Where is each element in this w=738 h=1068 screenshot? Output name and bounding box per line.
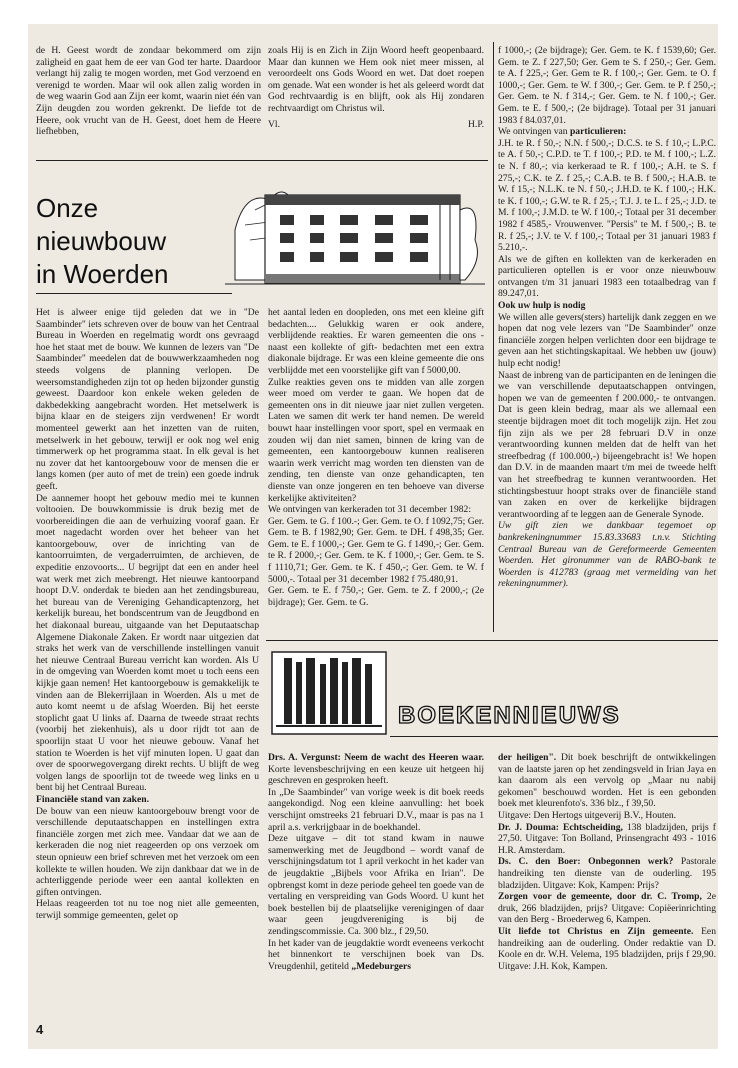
article-paragraph: De aannemer hoopt het gebouw medio mei te kunnen voltooien. De bouwkommissie is druk bezig met de voorbereidingen die aan de verhuizing vooraf gaan. Er moet nagedacht worden over het beheer van het kantoorgebouw, over de inrichting van de kantoorruimten, de vergaderruimten, de archieven, de expeditie enzovoorts... U begrijpt dat een en ander heel wat werk met zich meebrengt. Het nieuwe kantoorpand hoopt D.V. onderdak te bieden aan het zendingsbureau, het bureau van de Vereniging Gehandicaptenzorg, het kerkelijk bureau, het bondscentrum van de Jeugdbond en het diakonaal bureau, uitgaande van het Deputaatschap Algemene Diakonale Zaken. Er wordt naar uitgezien dat straks het werk van de verschillende instellingen vanuit het nieuwe Centraal Bureau verricht kan worden. Als U in de omgeving van Woerden komt moet u toch eens een kijkje gaan nemen! Het kantoorgebouw is gemakkelijk te vinden aan de Blekerrijlaan in Woerden. Als u met de auto komt neemt u de afslag Woerden. Bij het eerste stoplicht gaat U links af. Daarna de tweede straat rechts (voorbij het ziekenhuis), als u door rijdt tot aan de spoorlijn staat U voor het nieuwe gebouw. Vanaf het station te Woerden is het vijf minuten lopen. U gaat dan over de spoorwegovergang direkt rechts. U blijft de weg volgen langs de spoorlijn tot de tweede weg links en u bent bij het Centraal Bureau. [36, 492, 259, 794]
book-paragraph: In „De Saambinder" van vorige week is dit boek reeds aangekondigd. Nog een kleine aanvulling: het boek verschijnt omstreeks 21 februari D.V., maar is pas na 1 april a.s. verkrijgbaar in de boekhandel. [268, 786, 484, 833]
intro-paragraph: de H. Geest wordt de zondaar bekommerd om zijn zaligheid en gaat hem de eer van God ter harte. Daardoor verlangt hij zalig te mogen worden, met God verzoend en verenigd te worden. Maar wil ook allen zalig worden in de weg waarin God aan Zijn eer komt, waarin niet één van Zijn deugden zou worden gekrenkt. De liefde tot de Heere, ook vrucht van de H. Geest, doet hem de Heere liefhebben, [36, 45, 261, 138]
article-paragraph: Het is alweer enige tijd geleden dat we in "De Saambinder" iets schreven over de bouw van het Centraal Bureau in Woerden en regelmatig wordt ons gevraagd hoe het staat met de bouw. We kunnen de lezers van "De Saambinder" meedelen dat de bouwwerkzaamheden nog steeds volgens de planning verlopen. De weersomstandigheden zijn tot op heden bijzonder gunstig geweest. Daardoor kon enkele weken geleden de dakbedekking aangebracht worden. Het metselwerk is bijna klaar en de steigers zijn verdwenen! Er wordt momenteel gewerkt aan het inzetten van de ruiten, metselwerk in het gebouw, terwijl er ook nog wel enig timmerwerk op het programma staat. In elk geval is het nu zover dat het kantoorgebouw voor de mensen die er langs komen (per auto of met de trein) een goede indruk geeft. [36, 307, 259, 492]
article-paragraph: Helaas reageerden tot nu toe nog niet alle gemeenten, terwijl sommige gemeenten, gelet op [36, 898, 259, 921]
books-section-title: BOEKENNIEUWS [398, 702, 621, 729]
financial-subhead: Financiële stand van zaken. [36, 793, 150, 805]
donation-list: Ger. Gem. te G. f 100.-; Ger. Gem. te O. f 1092,75; Ger. Gem. te B. f 1982,90; Ger. Gem. te DH. f 498,35; Ger. Gem. te E. f 1000,-; Ger. Gem te G. f 1490,-; Ger. Gem. te R. f 2000,-; Ger. Gem. te K. f 1000,-; Ger. Gem. te S. f 1110,71; Ger. Gem. te K. f 450,-; Ger. Gem. te W. f 5000,-. Totaal per 31 december 1982 f 75.480,91. [268, 515, 484, 585]
books-title-underline [390, 736, 718, 737]
private-donations-label: We ontvingen van particulieren: [498, 126, 627, 138]
donation-list: f 1000,-; (2e bijdrage); Ger. Gem. te K. f 1539,60; Ger. Gem. te Z. f 227,50; Ger. Gem te S. f 250,-; Ger. Gem. te A. f 225,-; Ger. Gem te R. f 100,-; Ger. Gem. te O. f 1000,-; Ger. Gem. te W. f 300,-; Ger. Gem. te P. f 250,-; Ger. Gem. te N. f 314,-; Ger. Gem. te N. f 100,-; Ger. Gem. te E. f 500,-; (2e bijdrage). Totaal per 31 januari 1983 f 84.037,01. [498, 45, 716, 126]
intro-column-2 [268, 45, 484, 130]
donation-list: J.H. te R. f 50,-; N.N. f 500,-; D.C.S. te S. f 10,-; L.P.C. te A. f 50,-; C.P.D. te T. f 100,-; P.D. te M. f 100,-; L.Z. te N. f 80,-; via kerkeraad te R. f 100,-; A.H. te S. f 275,-; C.K. te Z. f 25,-; C.A.B. te B. f 500,-; H.A.B. te W. f 15,-; N.L.K. te N. f 50,-; J.H.D. te K. f 100,-; H.K. te K. f 100,-; G.W. te R. f 25,-; T.J. J. te L. f 25,-; J.D. te M. f 100,-; J.M.D. te W. f 100,-; Totaal per 31 december 1982 f 4585,- Vrouwenver. "Persis" te M. f 500,-; B. te R. f 25,-; J.V. te V. f 100,-; Totaal per 31 januari 1983 f 5.210,-. [498, 137, 716, 254]
book-paragraph: In het kader van de jeugdaktie wordt eveneens verkocht het binnenkort te verschijnen boek van Ds. Vreugdenhil, getiteld „Medeburgers [268, 937, 484, 972]
bookshelf-icon [270, 650, 388, 736]
article-paragraph: We willen alle gevers(sters) hartelijk dank zeggen en we hopen dat nog vele lezers van "De Saambinder" onze financiële zorgen helpen verlichten door een bijdrage te geven aan het stichtingskapitaal. We hebben uw (jouw) hulp echt nodig! [498, 311, 716, 370]
donation-list: Ger. Gem. te E. f 750,-; Ger. Gem. te Z. f 2000,-; (2e bijdrage); Ger. Gem. te G. [268, 585, 484, 608]
bank-account-note: Uw gift zien we dankbaar tegemoet op bankrekeningnummer 15.83.33683 t.n.v. Stichting Centraal Bureau van de Gereformeerde Gemeenten Woerden. Het gironummer van de RABO-bank te Woerden is 412783 (graag met vermelding van het rekeningnummer). [498, 520, 716, 590]
signature-right: H.P. [468, 118, 484, 130]
article-paragraph: De bouw van een nieuw kantoorgebouw brengt voor de verschillende deputaatschappen en instellingen extra financiële zorgen met zich mee. Vandaar dat we aan de kerkeraden die nog niet reageerden op ons verzoek om steun opnieuw een brief schreven met het verzoek om een kollekte te willen houden. We zijn dankbaar dat we in de achterliggende periode weer een aantal kollekten en giften ontvingen. [36, 805, 259, 898]
page-number: 4 [36, 1022, 44, 1037]
book-entry: Uit liefde tot Christus en Zijn gemeente. Een handreiking aan de ouderling. Onder redaktie van D. Koole en dr. W.H. Velema, 195 bladzijden, prijs f 29,90. Uitgave: J.H. Kok, Kampen. [498, 925, 716, 972]
article-title-line-2: nieuwbouw [36, 226, 167, 256]
book-entry: Zorgen voor de gemeente, door dr. C. Tromp, 2e druk, 266 bladzijden, prijs? Uitgave: Copiëerinrichting van den Berg - Broederweg 6, Kampen. [498, 891, 716, 926]
article-column-3 [498, 45, 716, 590]
book-entry: der heiligen". Dit boek beschrijft de ontwikkelingen van de laatste jaren op het zendingsveld in Irian Jaya en kan daarom als een vervolg op „Maar nu nabij gekomen" beschouwd worden. Het is een gebonden boek met kleurenfoto's. 336 blz., f 39,50. [498, 752, 716, 810]
article-paragraph: Zulke reakties geven ons te midden van alle zorgen weer moed om verder te gaan. We hopen dat de gemeenten ons in dit nieuwe jaar niet zullen vergeten. Laten we samen dit werk ter hand nemen. De wereld bouwt haar instellingen voor sport, spel en vermaak en zouden wij dan niet samen, binnen de kring van de gemeenten, een kantoorgebouw kunnen realiseren waarin werk verricht mag worden ten diensten van de zending, ten dienste van onze gehandicapten, ten dienste van onze jongeren en ten behoeve van diverse kerkelijke aktiviteiten? [268, 376, 484, 504]
book-paragraph: Uitgave: Den Hertogs uitgeverij B.V., Houten. [498, 809, 677, 821]
article-column-1 [36, 307, 259, 921]
intro-paragraph-2: zoals Hij is en Zich in Zijn Woord heeft geopenbaard. Maar dan kunnen we Hem ook niet meer missen, al veroordeelt ons Gods Woord en wet. Dat doet roepen om genade. Wat een wonder is het als geleerd wordt dat God rechtvaardig is en blijft, ook als Hij zondaren rechtvaardigt om Christus wil. [268, 45, 484, 114]
article-column-2 [268, 307, 484, 608]
article-paragraph: We ontvingen van kerkeraden tot 31 december 1982: [268, 504, 472, 516]
top-divider [36, 160, 488, 161]
building-illustration [225, 170, 485, 290]
help-subhead: Ook uw hulp is nodig [498, 300, 586, 312]
intro-column-1 [36, 45, 261, 138]
article-title-line-1: Onze [36, 193, 99, 223]
book-entry: Ds. C. den Boer: Onbegonnen werk? Pastorale handreiking ten dienste van de ouderling. 195 bladzijden. Uitgave: Kok, Kampen: Prijs? [498, 856, 716, 891]
article-paragraph: Naast de inbreng van de participanten en de leningen die we van verschillende deputaatschappen ontvingen, hopen we van de gemeenten f 200.000,- te ontvangen. Dat is geen klein bedrag, maar als we allemaal een steentje bijdragen moet dit toch mogelijk zijn. Het zou fijn zijn als we per 28 februari D.V in onze verantwoording kunnen melden dat de helft van het streefbedrag (f 100.000,-) bijeengebracht is! We hopen dan D.V. in de maanden maart t/m mei de tweede helft van het streefbedrag te kunnen verantwoorden. Het stichtingsbestuur hoopt straks over de financiële stand van zaken en over de kerkelijke bijdragen verantwoording af te leggen aan de Generale Synode. [498, 369, 716, 520]
signature-left: Vl. [268, 118, 280, 130]
books-column-1 [268, 752, 484, 972]
book-paragraph: Deze uitgave – dit tot stand kwam in nauwe samenwerking met de Jeugdbond – wordt vanaf de verschijningsdatum tot 1 april verkocht in het kader van de jeugdaktie „Bijbels voor Afrika en Irian". De opbrengst komt in deze periode geheel ten goede van de vertaling en verspreiding van Gods Woord. U kunt het boek bestellen bij de plaatselijke verenigingen of daar waar geen jeugdvereniging is bij de zendingscommissie. Ca. 300 blz., f 29,50. [268, 833, 484, 937]
column-divider-right [493, 42, 494, 632]
article-title [36, 192, 169, 291]
title-underline [36, 293, 232, 294]
books-column-2 [498, 752, 716, 972]
article-title-line-3: in Woerden [36, 259, 169, 289]
article-paragraph: het aantal leden en doopleden, ons met een kleine gift bedachten.... Gelukkig waren er ook andere, verblijdende reakties. Er waren gemeenten die ons -naast een kollekte of gift- bedachten met een extra diakonale bijdrage. Er was een kleine gemeente die ons verblijdde met een voorstelijke gift van f 5000,00. [268, 307, 484, 376]
signature-line [268, 119, 484, 131]
article-paragraph: Als we de giften en kollekten van de kerkeraden en particulieren optellen is er voor onze nieuwbouw ontvangen t/m 31 januari 1983 een totaalbedrag van f 89.247,01. [498, 253, 716, 300]
books-divider [266, 640, 718, 641]
book-entry: Dr. J. Douma: Echtscheiding, 138 bladzijden, prijs f 27,50. Uitgave: Ton Bolland, Prinsengracht 493 - 1016 H.R. Amsterdam. [498, 821, 717, 856]
book-entry: Drs. A. Vergunst: Neem de wacht des Heeren waar. Korte levensbeschrijving en een keuze uit hetgeen hij geschreven en gesproken heeft. [268, 752, 484, 787]
